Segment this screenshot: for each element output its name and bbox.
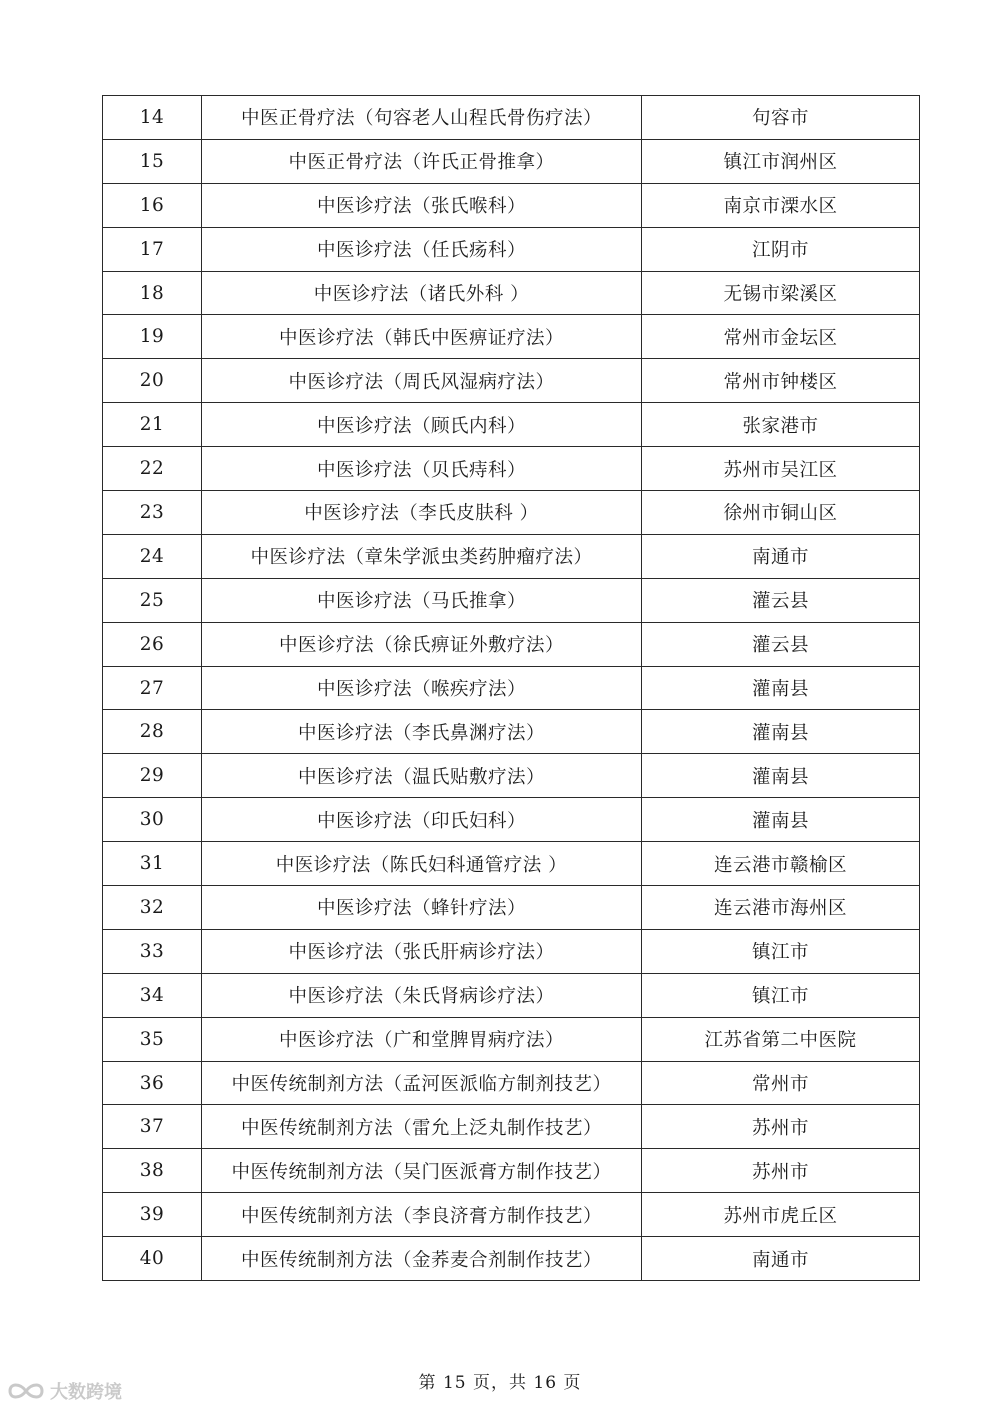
row-number-cell: 29 <box>103 754 202 798</box>
row-number-cell: 17 <box>103 227 202 271</box>
region-cell: 灌南县 <box>642 710 920 754</box>
item-name-cell: 中医诊疗法（周氏风湿病疗法） <box>202 359 642 403</box>
region-cell: 灌南县 <box>642 798 920 842</box>
region-cell: 江阴市 <box>642 227 920 271</box>
row-number-cell: 20 <box>103 359 202 403</box>
table-row <box>103 96 920 140</box>
table-row <box>103 1237 920 1281</box>
region-cell: 常州市钟楼区 <box>642 359 920 403</box>
row-number-cell: 28 <box>103 710 202 754</box>
item-name-cell: 中医诊疗法（李氏鼻渊疗法） <box>202 710 642 754</box>
row-number-cell: 15 <box>103 139 202 183</box>
region-cell: 南京市溧水区 <box>642 183 920 227</box>
region-cell: 灌南县 <box>642 666 920 710</box>
row-number-cell: 38 <box>103 1149 202 1193</box>
row-number-cell: 37 <box>103 1105 202 1149</box>
region-cell: 苏州市 <box>642 1105 920 1149</box>
region-cell: 句容市 <box>642 96 920 140</box>
region-cell: 苏州市吴江区 <box>642 447 920 491</box>
table-row <box>103 886 920 930</box>
table-row <box>103 1017 920 1061</box>
region-cell: 连云港市海州区 <box>642 886 920 930</box>
row-number-cell: 22 <box>103 447 202 491</box>
region-cell: 南通市 <box>642 534 920 578</box>
table-row <box>103 929 920 973</box>
item-name-cell: 中医传统制剂方法（李良济膏方制作技艺） <box>202 1193 642 1237</box>
item-name-cell: 中医诊疗法（温氏贴敷疗法） <box>202 754 642 798</box>
region-cell: 无锡市梁溪区 <box>642 271 920 315</box>
region-cell: 苏州市虎丘区 <box>642 1193 920 1237</box>
row-number-cell: 30 <box>103 798 202 842</box>
row-number-cell: 21 <box>103 403 202 447</box>
table-row <box>103 1105 920 1149</box>
item-name-cell: 中医诊疗法（蜂针疗法） <box>202 886 642 930</box>
row-number-cell: 36 <box>103 1061 202 1105</box>
item-name-cell: 中医诊疗法（韩氏中医痹证疗法） <box>202 315 642 359</box>
item-name-cell: 中医诊疗法（章朱学派虫类药肿瘤疗法） <box>202 534 642 578</box>
table-row <box>103 534 920 578</box>
item-name-cell: 中医诊疗法（诸氏外科 ） <box>202 271 642 315</box>
table-row <box>103 1149 920 1193</box>
row-number-cell: 32 <box>103 886 202 930</box>
table-row <box>103 666 920 710</box>
region-cell: 江苏省第二中医院 <box>642 1017 920 1061</box>
table-row <box>103 403 920 447</box>
table-row <box>103 447 920 491</box>
region-cell: 镇江市 <box>642 973 920 1017</box>
region-cell: 常州市 <box>642 1061 920 1105</box>
row-number-cell: 34 <box>103 973 202 1017</box>
item-name-cell: 中医诊疗法（马氏推拿） <box>202 578 642 622</box>
row-number-cell: 35 <box>103 1017 202 1061</box>
table-row <box>103 227 920 271</box>
table-row <box>103 315 920 359</box>
item-name-cell: 中医诊疗法（陈氏妇科通管疗法 ） <box>202 842 642 886</box>
table-row <box>103 271 920 315</box>
item-name-cell: 中医诊疗法（贝氏痔科） <box>202 447 642 491</box>
item-name-cell: 中医传统制剂方法（吴门医派膏方制作技艺） <box>202 1149 642 1193</box>
item-name-cell: 中医诊疗法（印氏妇科） <box>202 798 642 842</box>
region-cell: 灌南县 <box>642 754 920 798</box>
item-name-cell: 中医诊疗法（广和堂脾胃病疗法） <box>202 1017 642 1061</box>
table-row <box>103 1061 920 1105</box>
table-row <box>103 183 920 227</box>
row-number-cell: 18 <box>103 271 202 315</box>
heritage-table-container <box>102 95 919 1281</box>
table-row <box>103 798 920 842</box>
item-name-cell: 中医诊疗法（李氏皮肤科 ） <box>202 491 642 535</box>
region-cell: 苏州市 <box>642 1149 920 1193</box>
item-name-cell: 中医诊疗法（徐氏痹证外敷疗法） <box>202 622 642 666</box>
table-row <box>103 491 920 535</box>
region-cell: 常州市金坛区 <box>642 315 920 359</box>
item-name-cell: 中医正骨疗法（许氏正骨推拿） <box>202 139 642 183</box>
row-number-cell: 23 <box>103 491 202 535</box>
item-name-cell: 中医诊疗法（张氏肝病诊疗法） <box>202 929 642 973</box>
row-number-cell: 39 <box>103 1193 202 1237</box>
row-number-cell: 40 <box>103 1237 202 1281</box>
table-row <box>103 754 920 798</box>
row-number-cell: 24 <box>103 534 202 578</box>
table-row <box>103 710 920 754</box>
item-name-cell: 中医传统制剂方法（雷允上泛丸制作技艺） <box>202 1105 642 1149</box>
table-row <box>103 973 920 1017</box>
item-name-cell: 中医诊疗法（张氏喉科） <box>202 183 642 227</box>
row-number-cell: 14 <box>103 96 202 140</box>
infinity-logo-icon <box>6 1380 46 1402</box>
item-name-cell: 中医传统制剂方法（金荞麦合剂制作技艺） <box>202 1237 642 1281</box>
table-row <box>103 842 920 886</box>
heritage-table <box>102 95 920 1281</box>
region-cell: 张家港市 <box>642 403 920 447</box>
row-number-cell: 33 <box>103 929 202 973</box>
watermark-text: 大数跨境 <box>50 1382 122 1403</box>
region-cell: 徐州市铜山区 <box>642 491 920 535</box>
region-cell: 灌云县 <box>642 578 920 622</box>
region-cell: 镇江市润州区 <box>642 139 920 183</box>
row-number-cell: 16 <box>103 183 202 227</box>
region-cell: 镇江市 <box>642 929 920 973</box>
page-footer: 第 15 页，共 16 页 <box>418 1373 582 1393</box>
table-row <box>103 1193 920 1237</box>
table-body <box>103 96 920 1281</box>
row-number-cell: 19 <box>103 315 202 359</box>
row-number-cell: 27 <box>103 666 202 710</box>
item-name-cell: 中医诊疗法（任氏疡科） <box>202 227 642 271</box>
table-row <box>103 139 920 183</box>
item-name-cell: 中医正骨疗法（句容老人山程氏骨伤疗法） <box>202 96 642 140</box>
row-number-cell: 25 <box>103 578 202 622</box>
region-cell: 南通市 <box>642 1237 920 1281</box>
table-row <box>103 359 920 403</box>
region-cell: 灌云县 <box>642 622 920 666</box>
region-cell: 连云港市赣榆区 <box>642 842 920 886</box>
item-name-cell: 中医诊疗法（朱氏肾病诊疗法） <box>202 973 642 1017</box>
table-row <box>103 578 920 622</box>
item-name-cell: 中医诊疗法（喉疾疗法） <box>202 666 642 710</box>
item-name-cell: 中医传统制剂方法（孟河医派临方制剂技艺） <box>202 1061 642 1105</box>
table-row <box>103 622 920 666</box>
row-number-cell: 26 <box>103 622 202 666</box>
row-number-cell: 31 <box>103 842 202 886</box>
item-name-cell: 中医诊疗法（顾氏内科） <box>202 403 642 447</box>
watermark <box>6 1378 122 1404</box>
